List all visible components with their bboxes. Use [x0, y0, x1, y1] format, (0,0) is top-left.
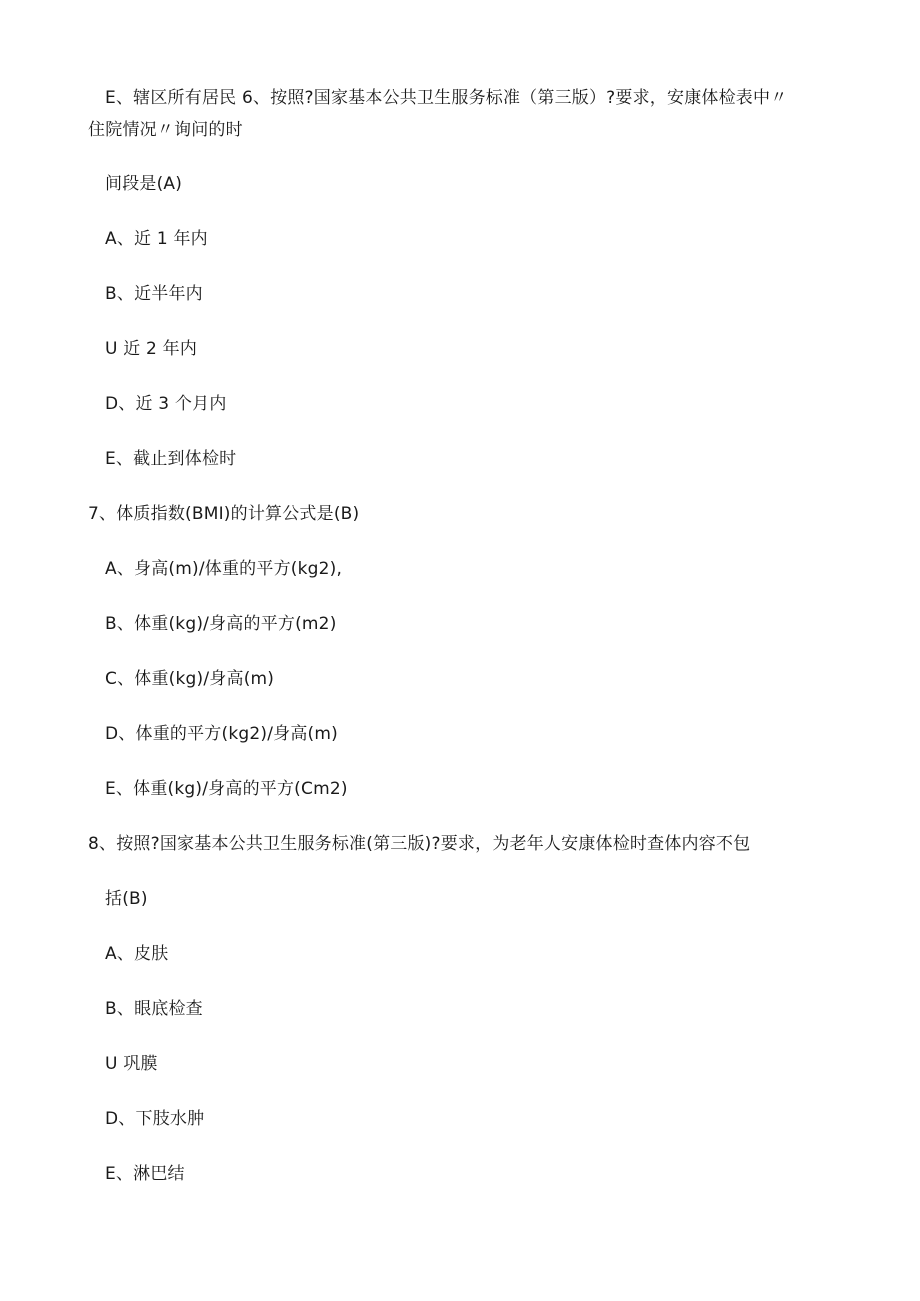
question-8-option-d: D、下肢水肿 — [105, 1109, 205, 1129]
question-8-option-e: E、淋巴结 — [105, 1164, 185, 1184]
question-7-option-e: E、体重(kg)/身高的平方(Cm2) — [105, 779, 348, 799]
question-6-option-d: D、近 3 个月内 — [105, 394, 227, 414]
question-6-option-b: B、近半年内 — [105, 284, 203, 304]
question-7-stem: 7、体质指数(BMI)的计算公式是(B) — [88, 504, 360, 524]
question-8-option-b: B、眼底检查 — [105, 999, 203, 1019]
question-7-option-a: A、身高(m)/体重的平方(kg2), — [105, 559, 343, 579]
question-7-option-c: C、体重(kg)/身高(m) — [105, 669, 275, 689]
question-6-line-2: 住院情况〃询问的时 — [88, 120, 243, 140]
question-6-option-a: A、近 1 年内 — [105, 229, 208, 249]
question-7-option-d: D、体重的平方(kg2)/身高(m) — [105, 724, 338, 744]
question-8-option-a: A、皮肤 — [105, 944, 169, 964]
question-6-option-e: E、截止到体检时 — [105, 449, 237, 469]
question-6-line-1: E、辖区所有居民 6、按照?国家基本公共卫生服务标准（第三版）?要求，安康体检表中〃 — [105, 88, 788, 108]
question-8-option-c: U 巩膜 — [105, 1054, 158, 1074]
question-6-line-3: 间段是(A) — [105, 174, 183, 194]
question-7-option-b: B、体重(kg)/身高的平方(m2) — [105, 614, 337, 634]
question-8-stem-line-1: 8、按照?国家基本公共卫生服务标准(第三版)?要求，为老年人安康体检时查体内容不包 — [88, 834, 751, 854]
question-8-stem-line-2: 括(B) — [105, 889, 148, 909]
question-6-option-c: U 近 2 年内 — [105, 339, 198, 359]
